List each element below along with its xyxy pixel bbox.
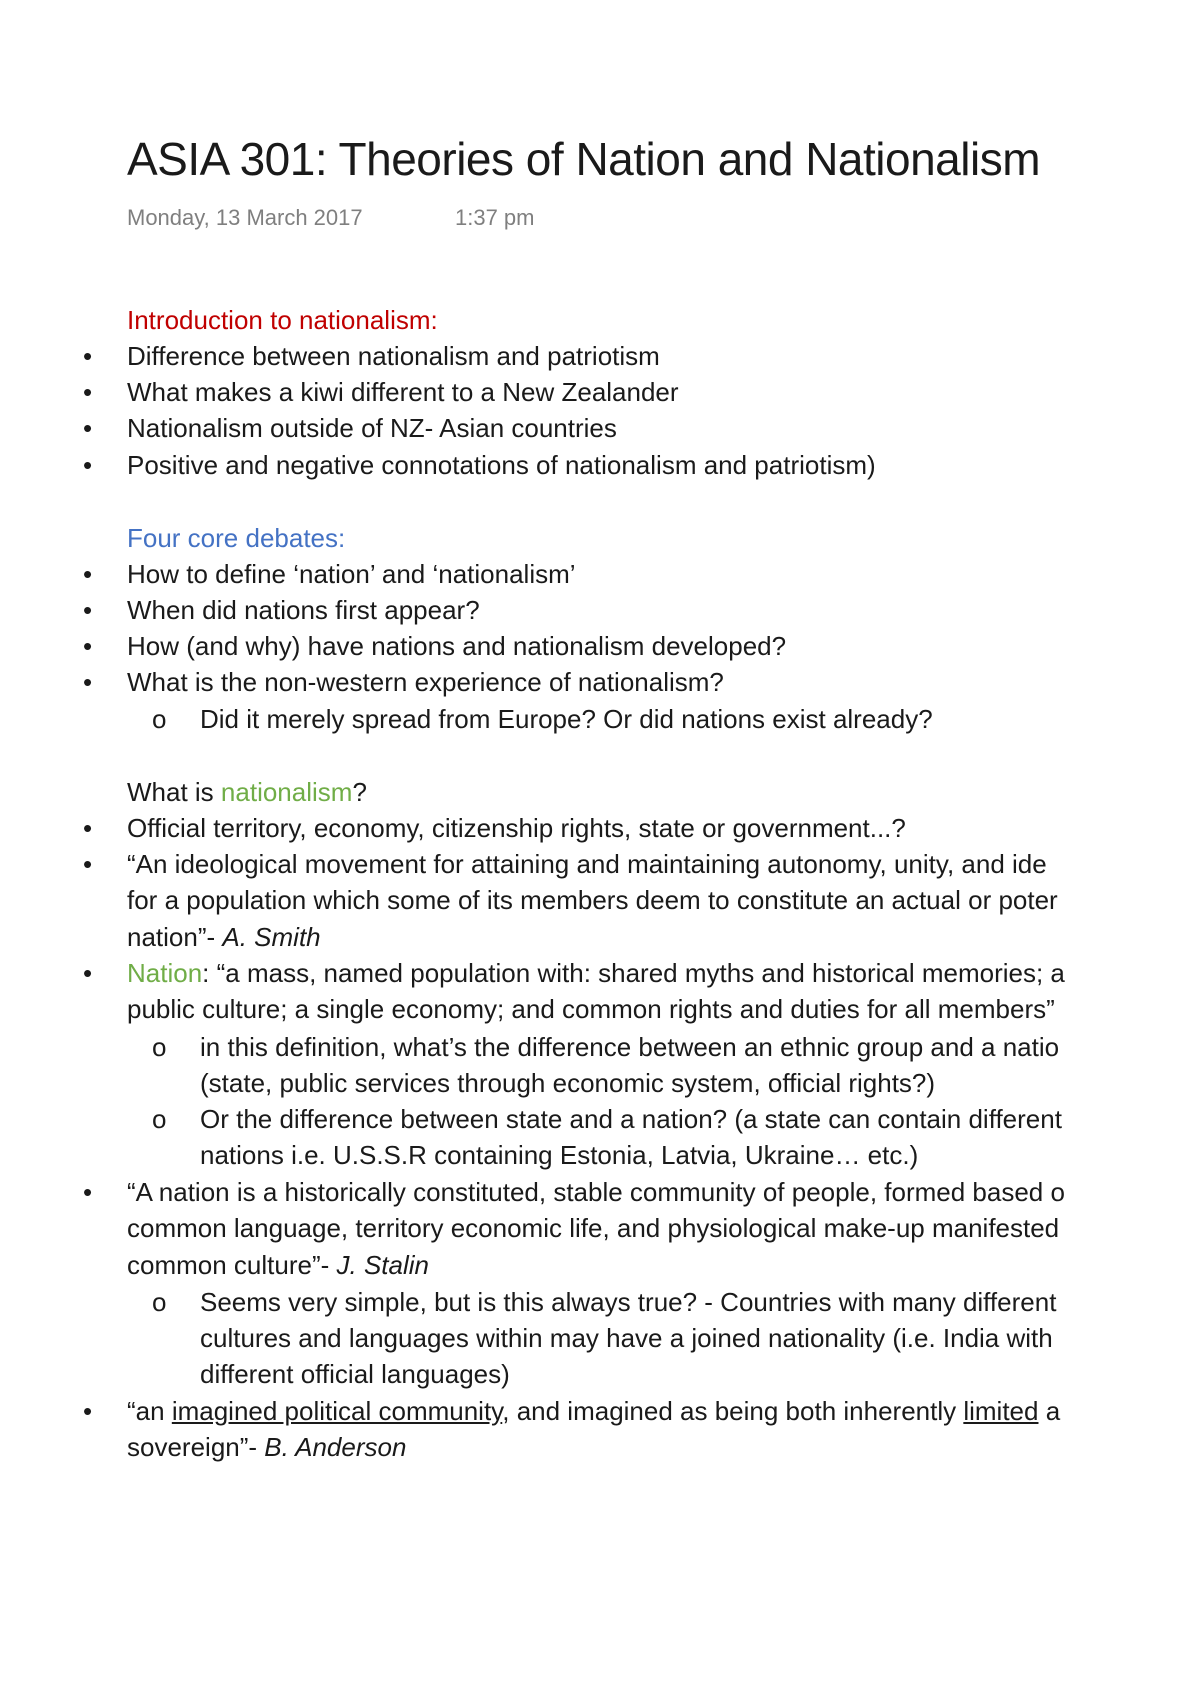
quote-stalin-line: “A nation is a historically constituted, stable community of people, formed based o	[127, 1177, 1065, 1207]
quote-author: B. Anderson	[264, 1432, 407, 1462]
bullet-icon: •	[83, 667, 93, 697]
quote-smith-line	[127, 924, 321, 950]
quote-text: common culture”-	[127, 1250, 337, 1280]
sub-list-item-cont: (state, public services through economic system, official rights?)	[200, 1068, 936, 1098]
bullet-icon: •	[83, 813, 93, 843]
quote-stalin-line	[127, 1252, 429, 1278]
list-item: Difference between nationalism and patriotism	[127, 341, 660, 371]
note-time: 1:37 pm	[455, 205, 535, 230]
list-item: How to define ‘nation’ and ‘nationalism’	[127, 559, 576, 589]
bullet-icon: •	[83, 413, 93, 443]
bullet-icon: •	[83, 595, 93, 625]
section-heading-debates: Four core debates:	[127, 523, 346, 553]
bullet-icon: •	[83, 849, 93, 879]
definition-text: : “a mass, named population with: shared myths and historical memories; a	[202, 958, 1065, 988]
list-item: Official territory, economy, citizenship rights, state or government...?	[127, 813, 906, 843]
nation-definition-line	[127, 960, 1065, 986]
section-heading-intro: Introduction to nationalism:	[127, 305, 438, 335]
list-item: How (and why) have nations and nationalism developed?	[127, 631, 787, 661]
list-item: When did nations first appear?	[127, 595, 480, 625]
quote-smith-line: for a population which some of its members deem to constitute an actual or poter	[127, 885, 1058, 915]
bullet-icon: •	[83, 1396, 93, 1426]
quote-author: J. Stalin	[336, 1250, 429, 1280]
section-heading-what-is	[127, 779, 367, 805]
underlined-term: imagined political community	[171, 1396, 503, 1426]
heading-text: ?	[352, 777, 367, 807]
bullet-icon: •	[83, 341, 93, 371]
sub-bullet-icon: o	[152, 1287, 167, 1317]
quote-anderson-line	[127, 1434, 406, 1460]
heading-term: nationalism	[220, 777, 353, 807]
quote-stalin-line: common language, territory economic life, and physiological make-up manifested	[127, 1213, 1060, 1243]
list-item: What is the non-western experience of nationalism?	[127, 667, 724, 697]
quote-text: a	[1038, 1396, 1061, 1426]
note-date: Monday, 13 March 2017	[127, 205, 363, 230]
bullet-icon: •	[83, 377, 93, 407]
sub-list-item: Did it merely spread from Europe? Or did nations exist already?	[200, 704, 933, 734]
quote-text: , and imagined as being both inherently	[502, 1396, 964, 1426]
bullet-icon: •	[83, 450, 93, 480]
sub-list-item-cont: nations i.e. U.S.S.R containing Estonia, Latvia, Ukraine… etc.)	[200, 1140, 919, 1170]
sub-bullet-icon: o	[152, 1104, 167, 1134]
sub-bullet-icon: o	[152, 704, 167, 734]
bullet-icon: •	[83, 559, 93, 589]
sub-bullet-icon: o	[152, 1032, 167, 1062]
quote-text: nation”-	[127, 922, 223, 952]
sub-list-item: Or the difference between state and a nation? (a state can contain different	[200, 1104, 1062, 1134]
page-title: ASIA 301: Theories of Nation and Nationalism	[127, 133, 1041, 185]
quote-author: A. Smith	[222, 922, 321, 952]
list-item: Positive and negative connotations of nationalism and patriotism)	[127, 450, 876, 480]
sub-list-item: in this definition, what’s the difference between an ethnic group and a natio	[200, 1032, 1060, 1062]
quote-smith-line: “An ideological movement for attaining and maintaining autonomy, unity, and ide	[127, 849, 1047, 879]
underlined-term: limited	[963, 1396, 1039, 1426]
bullet-icon: •	[83, 1177, 93, 1207]
sub-list-item: Seems very simple, but is this always true? - Countries with many different	[200, 1287, 1057, 1317]
nation-term: Nation	[127, 958, 203, 988]
list-item: What makes a kiwi different to a New Zealander	[127, 377, 679, 407]
sub-list-item-cont: different official languages)	[200, 1359, 510, 1389]
quote-text: sovereign”-	[127, 1432, 265, 1462]
list-item: Nationalism outside of NZ- Asian countries	[127, 413, 617, 443]
bullet-icon: •	[83, 631, 93, 661]
quote-anderson-line	[127, 1398, 1060, 1424]
nation-definition-line: public culture; a single economy; and common rights and duties for all members”	[127, 994, 1055, 1024]
sub-list-item-cont: cultures and languages within may have a joined nationality (i.e. India with	[200, 1323, 1053, 1353]
bullet-icon: •	[83, 958, 93, 988]
heading-text: What is	[127, 777, 221, 807]
note-timestamp	[127, 205, 535, 231]
quote-text: “an	[127, 1396, 172, 1426]
